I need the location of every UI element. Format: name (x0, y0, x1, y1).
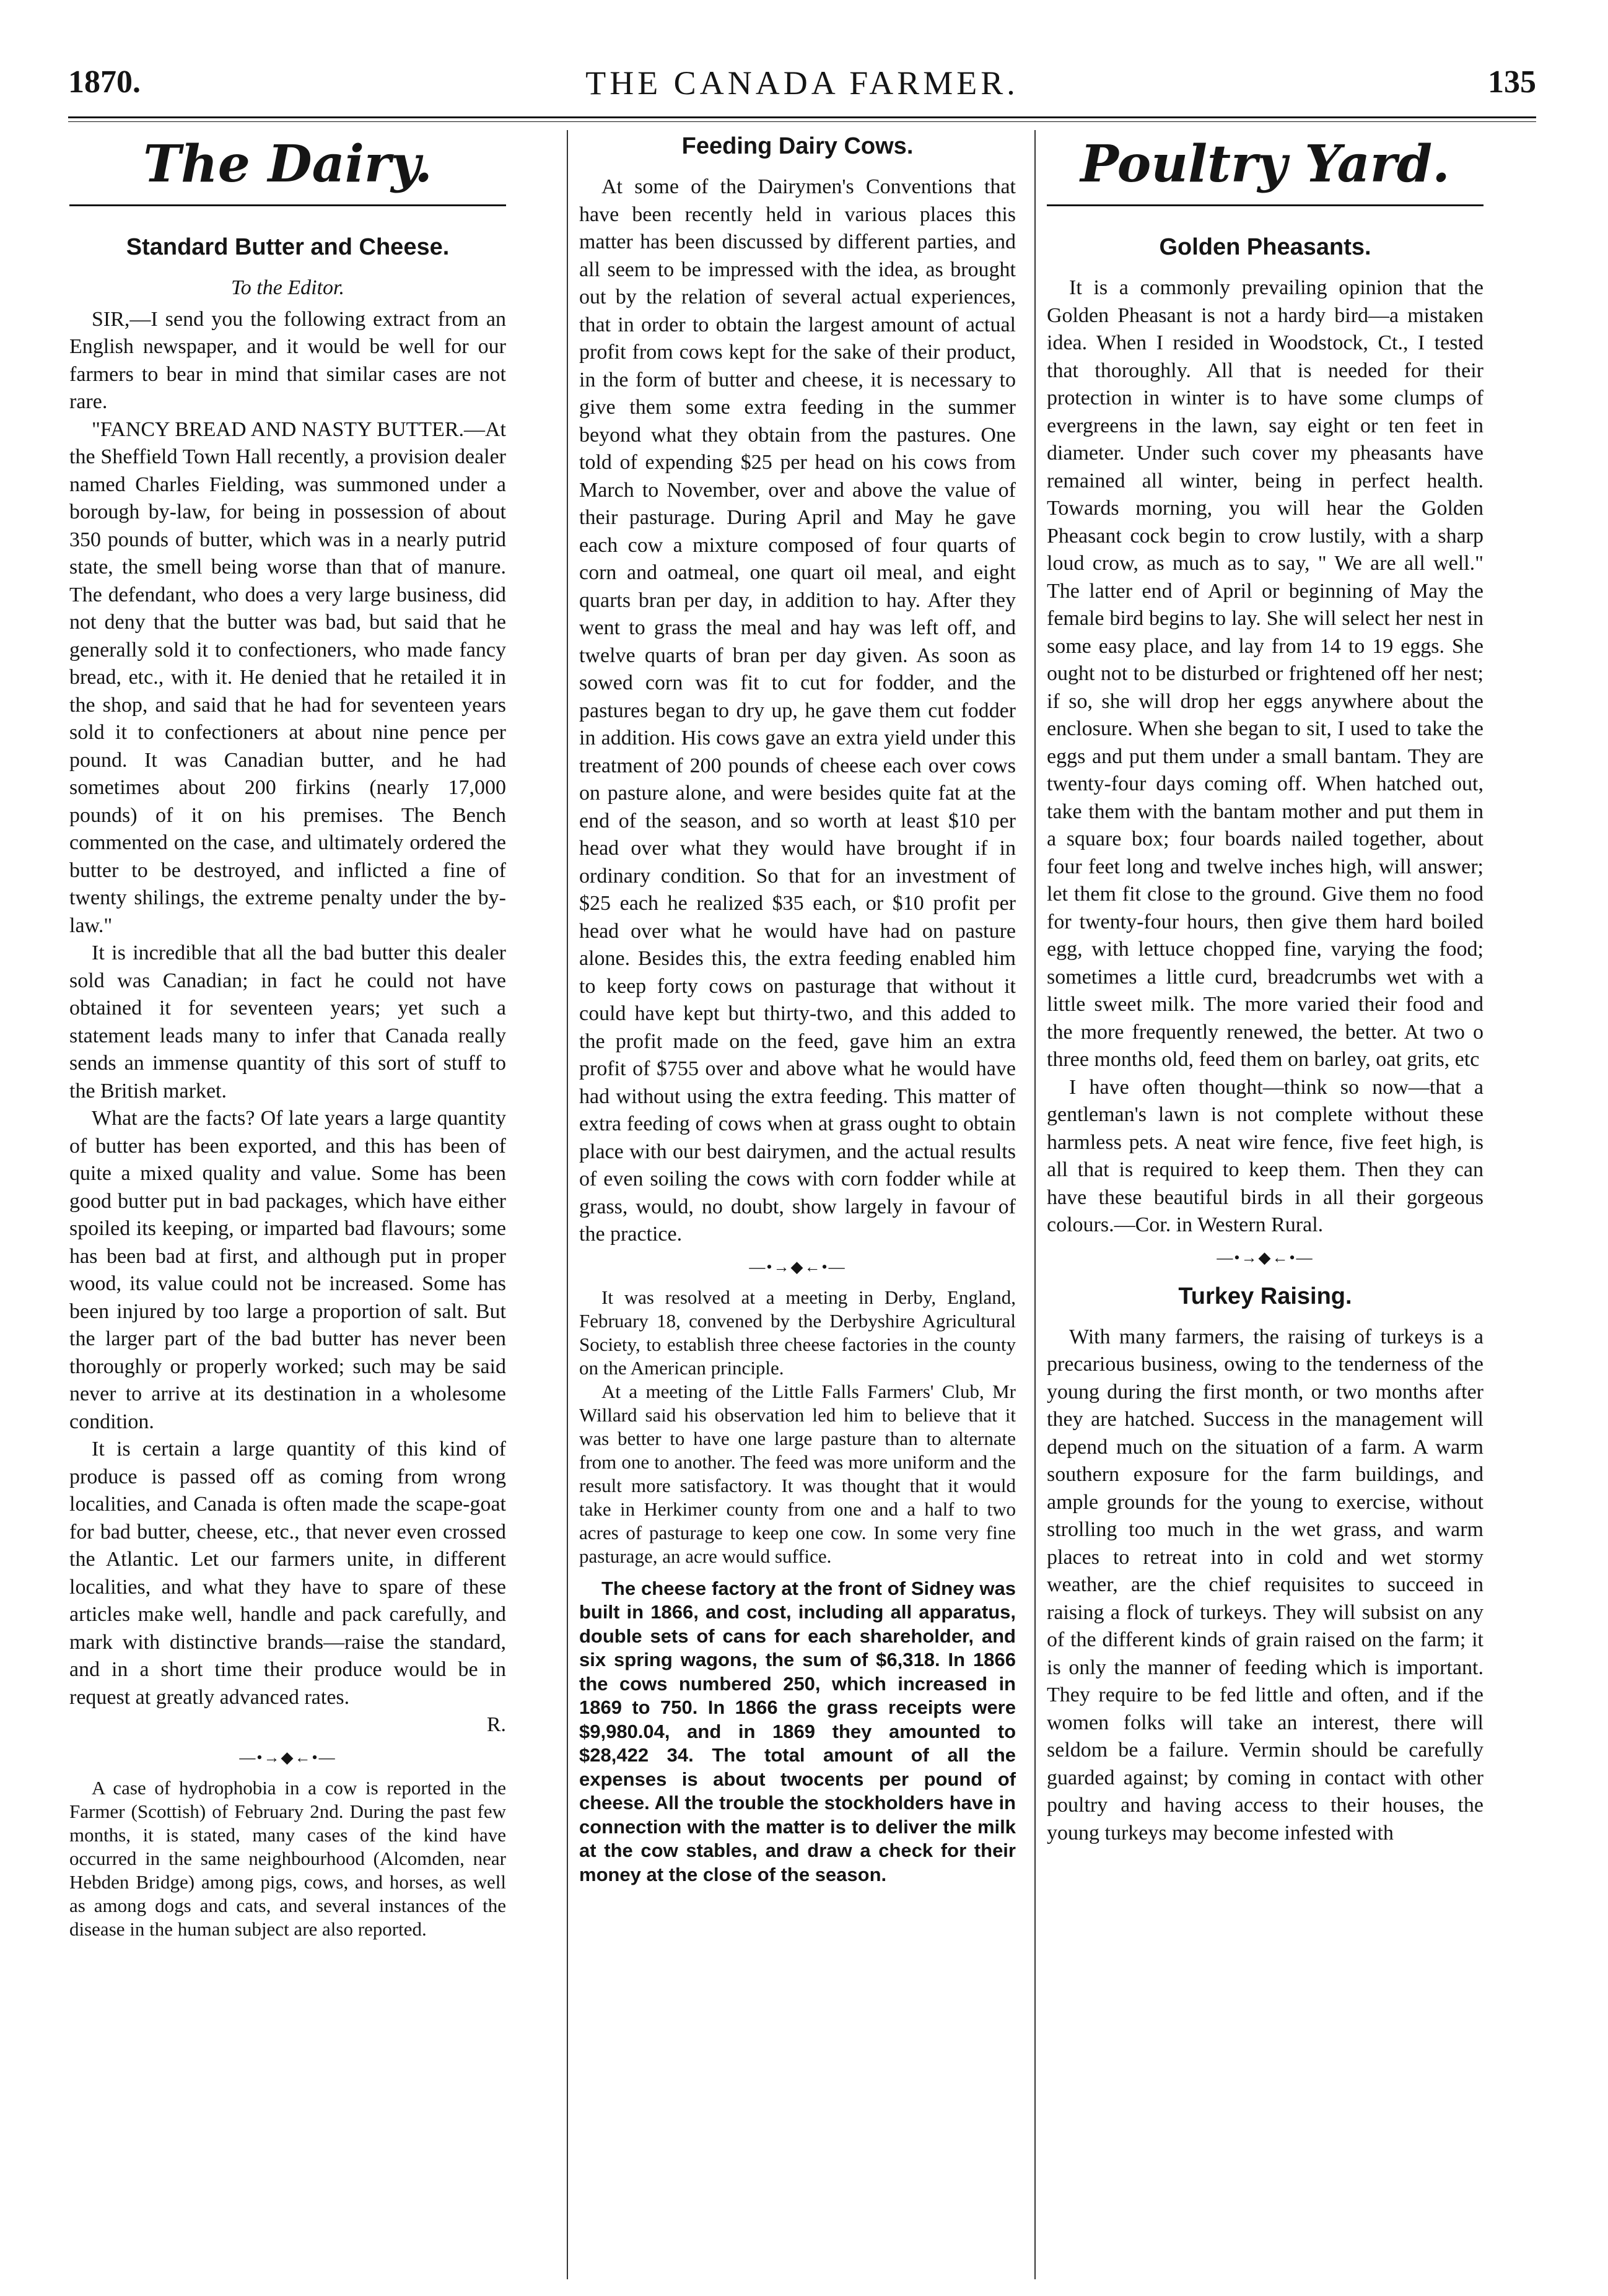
paragraph: It is incredible that all the bad butter this dealer sold was Canadian; in fact he could not have obtained it for seventeen years; yet such a statement leads many to infer that Canada really sends an immense quantity of this sort of stuff to the British market. (69, 941, 506, 1102)
paragraph-sidney-factory: The cheese factory at the front of Sidney was built in 1866, and cost, including all apparatus, double sets of cans for each shareholder, and six spring wagons, the sum of $6,318. In 1866 the cows numbered 250, which increased in 1869 to 750. In 1866 the grass receipts were $9,980.04, and in 1869 they amounted to $28,422 34. The total amount of all the expenses is about twocents per pound of cheese. All the trouble the stockholders have in connection with the matter is to deliver the milk at the cow stables, and draw a check for their money at the close of the season. (579, 1577, 1016, 1885)
ornament-divider: —•→◆←•— (1217, 1248, 1314, 1267)
page-number: 135 (1488, 64, 1536, 100)
article-headline-butter-cheese: Standard Butter and Cheese. (126, 234, 450, 260)
ornament-divider: —•→◆←•— (749, 1257, 846, 1276)
masthead-rule (69, 204, 506, 206)
column-feeding (579, 130, 1016, 1887)
paragraph: With many farmers, the raising of turkeys is a precarious business, owing to the tenderness of the young during the first month, or two months after they are hatched. Success in the management will depend much on the situation of a farm. A warm southern exposure for the farm buildings, and ample grounds for the young to exercise, without strolling too much in the wet grass, and warm places to retreat into in cold and wet stormy weather, are the chief requisites to succeed in raising a flock of turkeys. They will subsist on any of the different kinds of grain raised on the farm; it is only the manner of feeding which is important. They require to be fed little and often, and if the women folks will take an interest, there will seldom be a failure. Vermin should be carefully guarded against; by coming in contact with other poultry and having access to their houses, the young turkeys may become infested with (1047, 1325, 1483, 1844)
column-rule-1 (567, 130, 568, 2279)
article-headline-golden-pheasants: Golden Pheasants. (1159, 234, 1371, 260)
paragraph: At some of the Dairymen's Conventions that have been recently held in various places this matter has been discussed by different parties, and all seem to be impressed with the idea, as brought out by the relation of several actual experiences, that in order to obtain the largest amount of actual profit from cows kept for the sake of their product, in the form of butter and cheese, it is necessary to give them some extra feeding in the summer beyond what they obtain from the pastures. One told of expending $25 per head on his cows from March to November, over and above the value of their pasturage. During April and May he gave each cow a mixture composed of four quarts of corn and oatmeal, one quart oil meal, and eight quarts bran per day, in addition to hay. After they went to grass the meal and hay was left off, and twelve quarts of bran per day given. As soon as sowed corn was fit to cut for fodder, and the pastures began to dry up, he gave them cut fodder in addition. His cows gave an extra yield under this treatment of 200 pounds of cheese each over cows on pasture alone, and were besides quite fat at the end of the season, and so worth at least $10 per head over what they would have brought if in ordinary condition. So that for an investment of $25 each he realized $35 each, or $10 profit per head over what he would have had on pasture alone. Besides this, the extra feeding enabled him to keep forty cows on pasturage that without it could have kept but thirty-two, and this added to the profit made on the feed, gave him an extra profit of $755 over and above what he would have had without using the extra feeding. This matter of extra feeding of cows when at grass ought to obtain place with our best dairymen, and the actual results of even soiling the cows with corn fodder while at grass, would, no doubt, show largely in favour of the practice. (579, 175, 1016, 1246)
article-headline-feeding-cows: Feeding Dairy Cows. (681, 133, 914, 159)
section-masthead-poultry: Poultry Yard. (1080, 134, 1450, 194)
column-rule-2 (1034, 130, 1036, 2279)
paragraph-hydrophobia: A case of hydrophobia in a cow is reported in the Farmer (Scottish) of February 2nd. During the past few months, it is stated, many cases of the kind have occurred in the same neighbourhood (Alcomden, near Hebden Bridge) among pigs, cows, and horses, as well as among dogs and cats, and several instances of the disease in the human subject are also reported. (69, 1776, 506, 1940)
column-dairy (69, 130, 506, 1941)
ornament-divider: —•→◆←•— (239, 1748, 336, 1766)
column-poultry (1047, 130, 1483, 1847)
salutation: To the Editor. (231, 276, 344, 299)
section-masthead-dairy: The Dairy. (143, 134, 432, 194)
signature: R. (486, 1713, 506, 1736)
paragraph-derby: It was resolved at a meeting in Derby, England, February 18, convened by the Derbyshire Agricultural Society, to establish three cheese factories in the county on the American principle. (579, 1286, 1016, 1379)
article-headline-turkey-raising: Turkey Raising. (1178, 1283, 1352, 1309)
masthead-rule (1047, 204, 1483, 206)
paragraph-little-falls: At a meeting of the Little Falls Farmers' Club, Mr Willard said his observation led him to believe that it was better to have one large pasture than to alternate from one to another. The feed was more uniform and the result more satisfactory. It was thought that it would take in Herkimer county from one and a half to two acres of pasturage to keep one cow. In some very fine pasturage, an acre would suffice. (579, 1380, 1016, 1567)
page-header (68, 59, 1536, 115)
paragraph: It is certain a large quantity of this kind of produce is passed off as coming from wrong localities, and Canada is often made the scape-goat for bad butter, cheese, etc., that never even crossed the Atlantic. Let our farmers unite, in different localities, and what they have to spare of these articles make well, handle and pack carefully, and mark with distinctive brands—raise the standard, and in a short time their produce would be in request at greatly advanced rates. (69, 1438, 506, 1709)
paragraph: I have often thought—think so now—that a gentleman's lawn is not complete without these harmless pets. A neat wire fence, five feet high, is all that is required to keep them. Then they can have these beautiful birds in all their gorgeous colours.—Cor. in Western Rural. (1047, 1075, 1483, 1236)
header-rule (68, 116, 1536, 118)
paragraph: SIR,—I send you the following extract from an English newspaper, and it would be well for our farmers to bear in mind that similar cases are not rare. (69, 307, 506, 413)
header-rule-thin (68, 121, 1536, 122)
newspaper-title: THE CANADA FARMER. (585, 64, 1019, 102)
paragraph: It is a commonly prevailing opinion that the Golden Pheasant is not a hardy bird—a mistaken idea. When I resided in Woodstock, Ct., I tested that thoroughly. All that is needed for their protection in winter is to have some clumps of evergreens in the lawn, say eight or ten feet in diameter. Under such cover my pheasants have remained all winter, being in perfect health. Towards morning, you will hear the Golden Pheasant cock begin to crow lustily, with a sharp loud crow, as much as to say, " We are all well." The latter end of April or beginning of May the female bird begins to lay. She will select her nest in some easy place, and lay from 14 to 19 eggs. She ought not to be disturbed or frightened off her nest; if so, she will drop her eggs anywhere about the enclosure. When she began to sit, I used to take the eggs and put them under a small bantam. They are twenty-four days coming off. When hatched out, take them with the bantam mother and put them in a square box; four boards nailed together, about four feet long and twelve inches high, will answer; let them fit close to the ground. Give them no food for twenty-four hours, then give them hard boiled egg, with lettuce chopped fine, varying the food; sometimes a little curd, breadcrumbs wet with a little sweet milk. The more varied their food and the more frequently renewed, the better. At two o three months old, feed them on barley, oat grits, etc (1047, 276, 1483, 1071)
paragraph: What are the facts? Of late years a large quantity of butter has been exported, and this has been of quite a mixed quality and value. Some has been good butter put in bad packages, which have either spoiled its keeping, or imparted bad flavours; some has been bad at first, and although put in proper wood, its value could not be increased. Some has been injured by too large a proportion of salt. But the larger part of the bad butter has never been thoroughly or properly worked; such may be said never to arrive at its destination in a wholesome condition. (69, 1107, 506, 1433)
header-year: 1870. (68, 64, 141, 100)
paragraph: "FANCY BREAD AND NASTY BUTTER.—At the Sheffield Town Hall recently, a provision dealer named Charles Fielding, was summoned under a borough by-law, for being in possession of about 350 pounds of butter, which was in a nearly putrid state, the smell being worse than that of manure. The defendant, who does a very large business, did not deny that the butter was bad, but said that he generally sold it to confectioners, who made fancy bread, etc., with it. He denied that he retailed it in the shop, and said that he had for seventeen years sold it to confectioners at about nine pence per pound. It was Canadian butter, and he had sometimes about 200 firkins (nearly 17,000 pounds) of it on his premises. The Bench commented on the case, and ultimately ordered the butter to be destroyed, and inflicted a fine of twenty shilings, the extreme penalty under the by-law." (69, 417, 506, 937)
